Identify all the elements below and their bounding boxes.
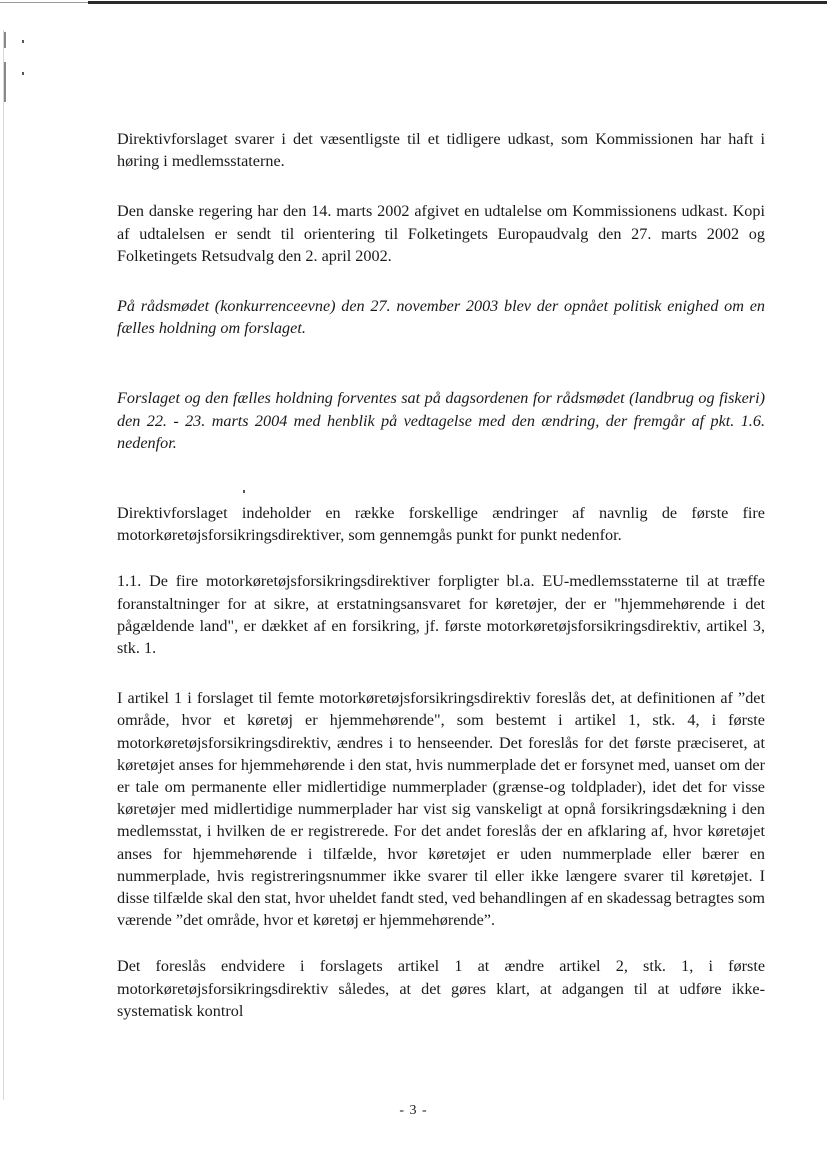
margin-mark — [4, 62, 6, 102]
paragraph: Den danske regering har den 14. marts 2002 afgivet en udtalelse om Kommissionens udkast. Kopi af udtalelsen er sendt til orientering til Folketingets Europaudvalg den 27. marts 2002 og Folketingets Retsudvalg den 2. april 2002. — [117, 202, 765, 265]
left-margin-line — [3, 30, 4, 1100]
document-body — [117, 128, 765, 1022]
top-rule-thin — [0, 2, 90, 3]
paragraph: 1.1. De fire motorkøretøjsforsikringsdirektiver forpligter bl.a. EU-medlemsstaterne til at træffe foranstaltninger for at sikre, at erstatningsansvaret for køretøjer, der er "hjemmehørende i det pågældende land", er dækket af en forsikring, jf. første motorkøretøjsforsikringsdirektiv, artikel 3, stk. 1. — [117, 572, 765, 658]
paragraph-italic: Forslaget og den fælles holdning forventes sat på dagsordenen for rådsmødet (landbrug og fiskeri) den 22. - 23. marts 2004 med henblik på vedtagelse med den ændring, der fremgår af pkt. 1.6. nedenfor. — [117, 389, 765, 452]
top-rule-thick — [88, 1, 827, 4]
paragraph: Direktivforslaget indeholder en række forskellige ændringer af navnlig de første fire motorkøretøjsforsikringsdirektiver, som gennemgås punkt for punkt nedenfor. — [117, 504, 765, 545]
scan-speck — [22, 72, 24, 75]
page-number: - 3 - — [399, 1103, 428, 1118]
top-rule — [0, 0, 827, 6]
margin-mark — [4, 32, 6, 48]
paragraph-italic: På rådsmødet (konkurrenceevne) den 27. november 2003 blev der opnået politisk enighed om en fælles holdning om forslaget. — [117, 297, 765, 338]
scan-speck — [22, 40, 24, 43]
paragraph: Det foreslås endvidere i forslagets artikel 1 at ændre artikel 2, stk. 1, i første motorkøretøjsforsikringsdirektiv således, at det gøres klart, at adgangen til at udføre ikke-systematisk kontrol — [117, 957, 765, 1020]
paragraph: I artikel 1 i forslaget til femte motorkøretøjsforsikringsdirektiv foreslås det, at definitionen af ”det område, hvor et køretøj er hjemmehørende", som bestemt i artikel 1, stk. 4, i første motorkøretøjsforsikringsdirektiv, ændres i to henseender. Det foreslås for det første præciseret, at køretøjet anses for hjemmehørende i den stat, hvis nummerplade det er forsynet med, uanset om der er tale om permanente eller midlertidige nummerplader (grænse-og toldplader), idet det for visse køretøjer med midlertidige nummerplader har vist sig vanskeligt at opnå forsikringsdækning i den medlemsstat, i hvilken de er registrerede. For det andet foreslås der en afklaring af, hvor køretøjet anses for hjemmehørende i tilfælde, hvor køretøjet er uden nummerplade eller bærer en nummerplade, hvis registreringsnummer ikke svarer til eller ikke længere svarer til køretøjet. I disse tilfælde skal den stat, hvor uheldet fandt sted, ved behandlingen af en skadessag betragtes som værende ”det område, hvor et køretøj er hjemmehørende”. — [117, 689, 765, 930]
paragraph: Direktivforslaget svarer i det væsentligste til et tidligere udkast, som Kommissionen har haft i høring i medlemsstaterne. — [117, 130, 765, 171]
